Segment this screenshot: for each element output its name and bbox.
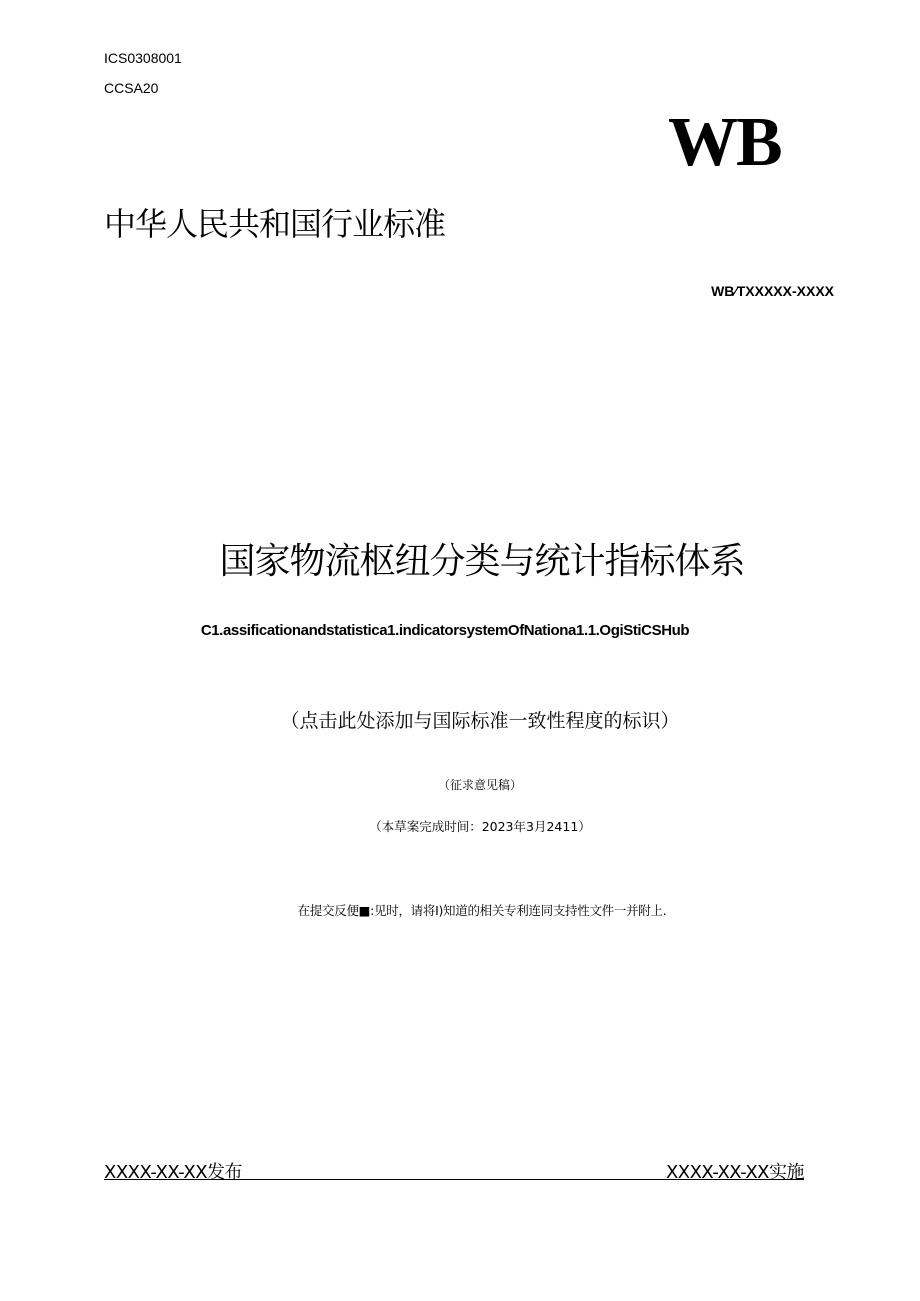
ccs-code: CCSA20 [104, 80, 159, 96]
draft-completion-date: （本草案完成时间：2023年3月2411） [369, 819, 591, 834]
conformity-placeholder[interactable]: （点击此处添加与国际标准一致性程度的标识） [280, 710, 680, 732]
document-title-chinese: 国家物流枢纽分类与统计指标体系 [219, 541, 745, 582]
draft-stage-label: （征求意见稿） [437, 778, 522, 792]
ics-code: ICS0308001 [104, 50, 182, 66]
standard-type-heading: 中华人民共和国行业标准 [104, 205, 446, 243]
publish-date: XXXX-XX-XX发布 [104, 1162, 243, 1183]
standard-logo: WB [668, 104, 781, 181]
footer-divider [104, 1179, 804, 1180]
implement-date: XXXX-XX-XX实施 [665, 1162, 804, 1183]
standard-number: WB∕TXXXXX-XXXX [711, 283, 834, 299]
patent-notice: 在提交反便■:见时，请将I)知道的相关专利连同支持性文件一并附上. [297, 903, 667, 918]
document-title-english: C1.assificationandstatistica1.indicatorsystemOfNationa1.1.OgiStiCSHub [200, 622, 690, 639]
